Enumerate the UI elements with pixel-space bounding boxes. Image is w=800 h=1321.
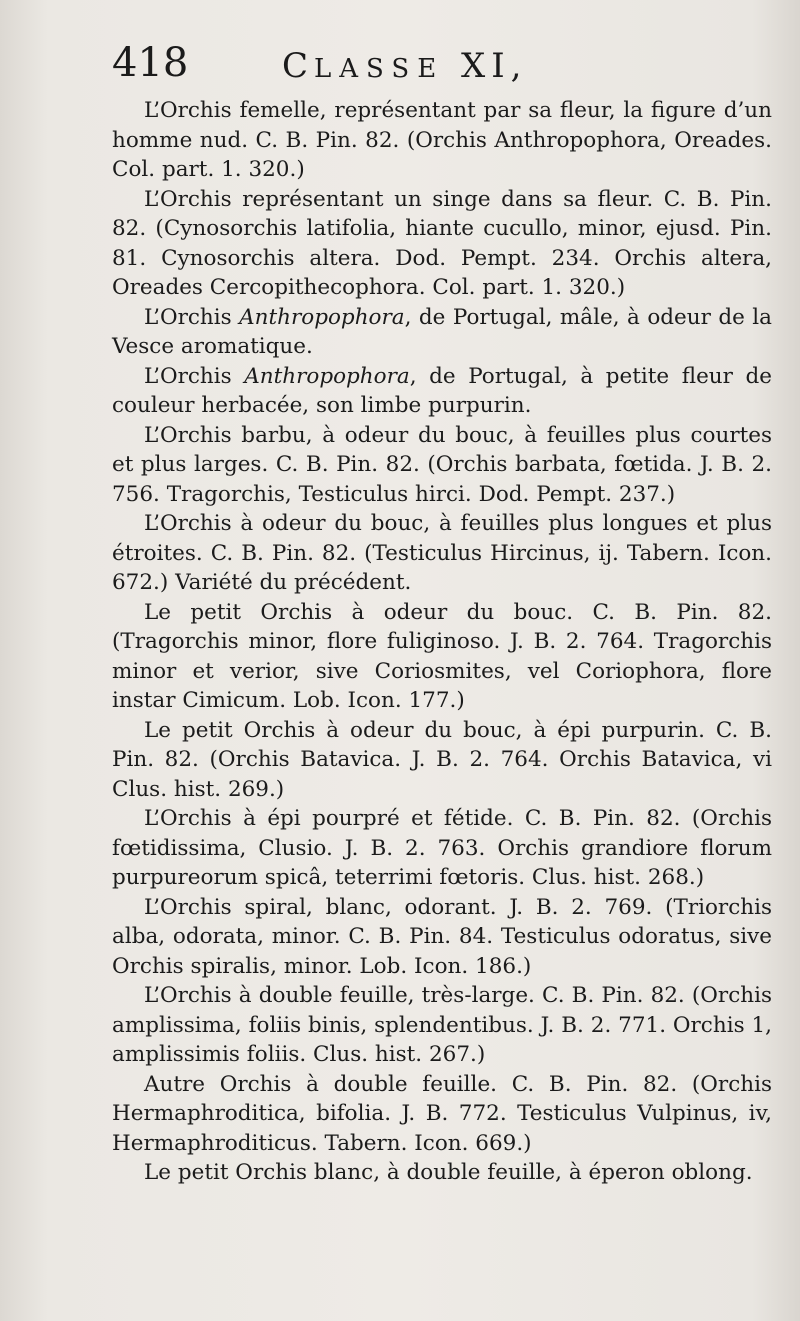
- paragraph: L’Orchis à double feuille, très-large. C. B. Pin. 82. (Orchis amplissima, foliis binis, splendentibus. J. B. 2. 771. Orchis 1, amplissimis foliis. Clus. hist. 267.): [112, 983, 772, 1067]
- title-rest: XI,: [444, 46, 528, 86]
- paragraph-rest: , de Portugal, à petite fleur de couleur herbacée, son limbe purpurin.: [112, 363, 772, 418]
- paragraph: Autre Orchis à double feuille. C. B. Pin. 82. (Orchis Hermaphroditica, bifolia. J. B. 772. Testiculus Vulpinus, iv, Hermaphroditicus. Tabern. Icon. 669.): [112, 1071, 772, 1156]
- paragraph: L’Orchis représentant un singe dans sa fleur. C. B. Pin. 82. (Cynosorchis latifolia, hiante cucullo, minor, ejusd. Pin. 81. Cynosorchis altera. Dod. Pempt. 234. Orchis altera, Oreades Cercopithecophora. Col. part. 1. 320.): [112, 186, 772, 300]
- paragraph-lead: L’Orchis: [144, 304, 240, 330]
- paragraph-lead: L’Orchis: [144, 363, 245, 389]
- page-header: [112, 40, 772, 96]
- title-smallcaps: LASSE: [314, 54, 445, 84]
- body-text: [112, 96, 772, 1188]
- paragraph: Le petit Orchis à odeur du bouc. C. B. Pin. 82. (Tragorchis minor, flore fuliginoso. J. B. 2. 764. Tragorchis minor et verior, sive Coriosmites, vel Coriophora, flore instar Cimicum. Lob. Icon. 177.): [112, 599, 772, 713]
- paragraph: L’Orchis barbu, à odeur du bouc, à feuilles plus courtes et plus larges. C. B. Pin. 82. (Orchis barbata, fœtida. J. B. 2. 756. Tragorchis, Testiculus hirci. Dod. Pempt. 237.): [112, 422, 772, 507]
- title-initial: C: [282, 46, 315, 86]
- paragraph: L’Orchis femelle, représentant par sa fleur, la figure d’un homme nud. C. B. Pin. 82. (Orchis Anthropophora, Oreades. Col. part. 1. 320.): [112, 98, 772, 182]
- paragraph: L’Orchis à épi pourpré et fétide. C. B. Pin. 82. (Orchis fœtidissima, Clusio. J. B. 2. 763. Orchis grandiore florum purpureorum spicâ, teterrimi fœtoris. Clus. hist. 268.): [112, 806, 772, 890]
- species-name: Anthropophora: [244, 363, 410, 389]
- page-number: 418: [112, 40, 189, 86]
- species-name: Anthropophora: [239, 304, 405, 330]
- paragraph: L’Orchis à odeur du bouc, à feuilles plus longues et plus étroites. C. B. Pin. 82. (Testiculus Hircinus, ij. Tabern. Icon. 672.) Variété du précédent.: [112, 511, 772, 595]
- paragraph: [112, 362, 772, 421]
- paragraph: L’Orchis spiral, blanc, odorant. J. B. 2. 769. (Triorchis alba, odorata, minor. C. B. Pin. 84. Testiculus odoratus, sive Orchis spiralis, minor. Lob. Icon. 186.): [112, 894, 772, 979]
- paragraph: Le petit Orchis blanc, à double feuille, à éperon oblong.: [144, 1160, 753, 1185]
- paragraph-rest: , de Portugal, mâle, à odeur de la Vesce aromatique.: [112, 304, 772, 359]
- paragraph: [112, 303, 772, 362]
- paragraph: Le petit Orchis à odeur du bouc, à épi purpurin. C. B. Pin. 82. (Orchis Batavica. J. B. 2. 764. Orchis Batavica, vi Clus. hist. 269.): [112, 717, 772, 802]
- running-title: [282, 46, 527, 86]
